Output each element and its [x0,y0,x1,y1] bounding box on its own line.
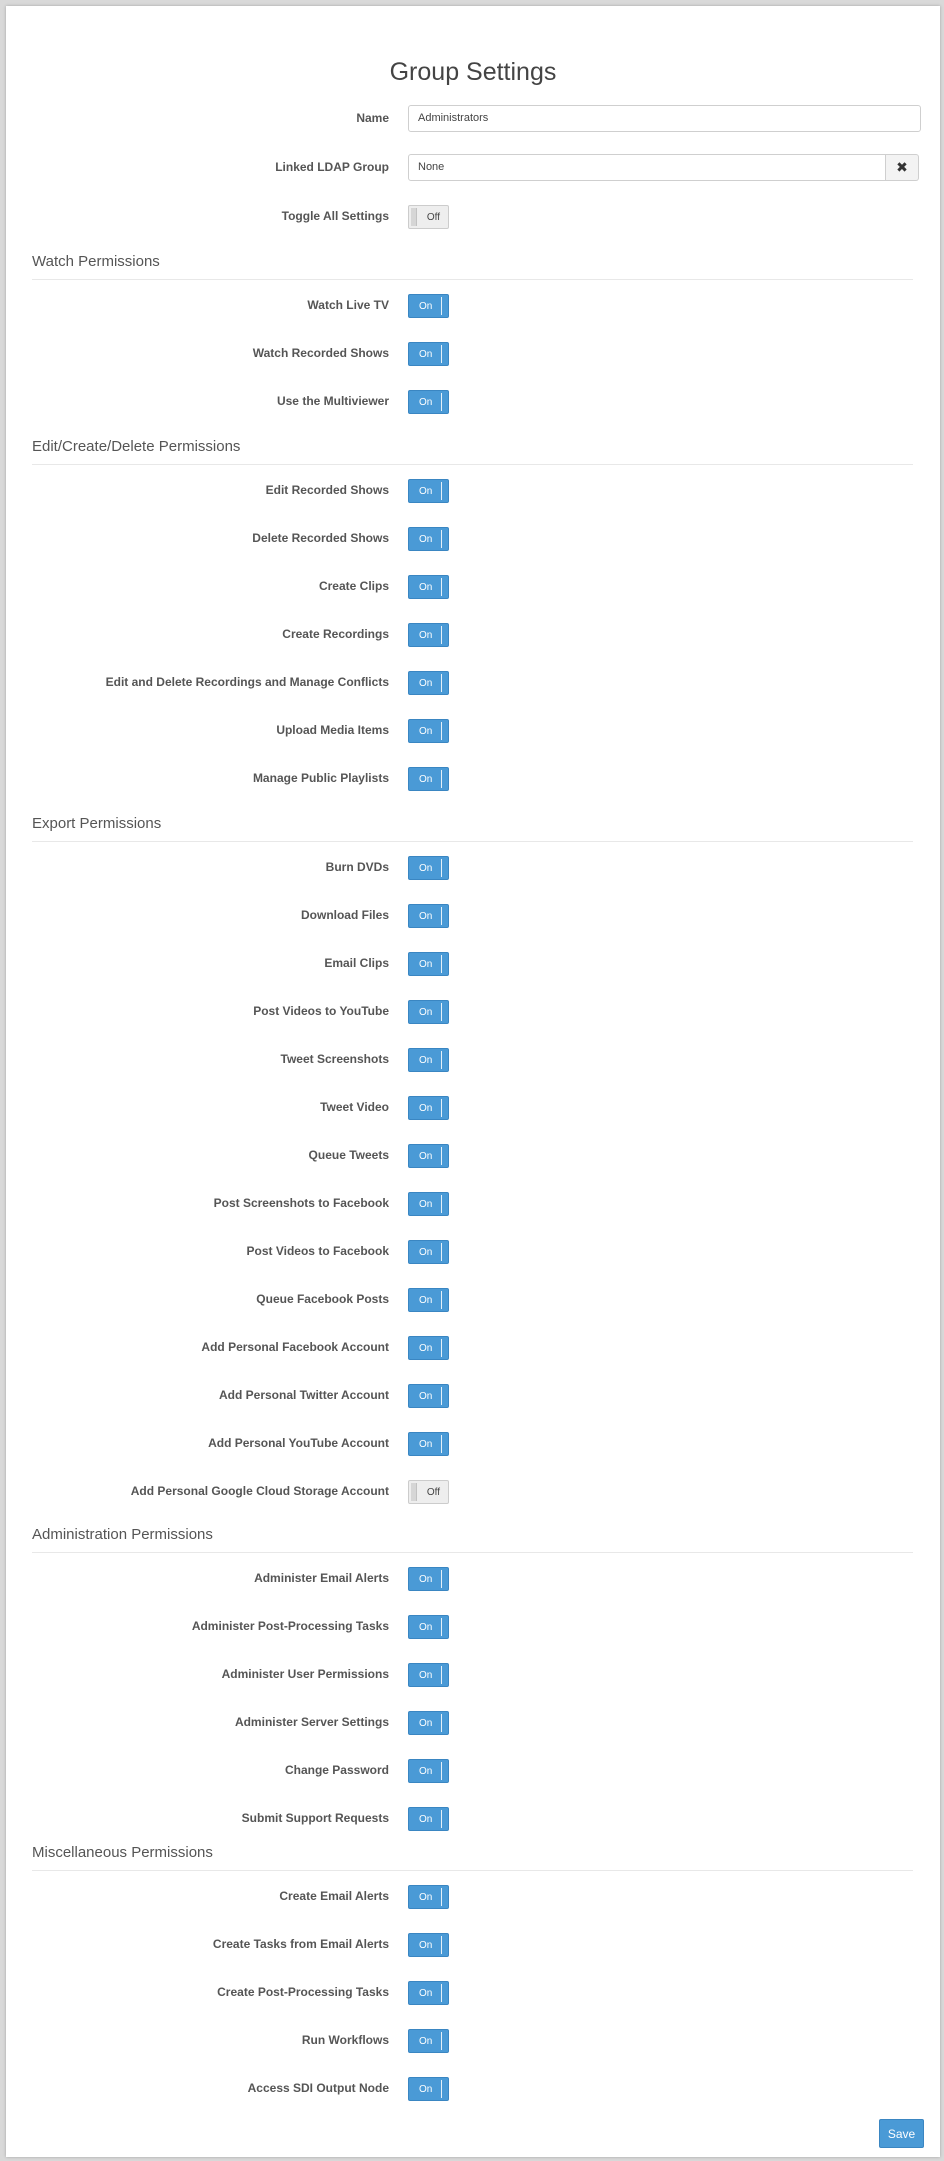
permission-label: Submit Support Requests [241,1811,389,1825]
switch-state: On [419,1295,433,1306]
permission-toggle[interactable] [408,952,449,976]
switch-knob [441,907,442,925]
permission-row [6,1235,940,1269]
save-button[interactable]: Save [879,2119,924,2148]
permission-toggle[interactable] [408,1807,449,1831]
permission-label: Use the Multiviewer [276,394,389,408]
switch-knob [441,2032,442,2050]
switch-state: On [419,301,433,312]
permission-label: Queue Tweets [308,1148,389,1162]
permission-label: Create Recordings [282,627,389,641]
permission-row [6,522,940,556]
switch-state: On [419,1247,433,1258]
permission-label: Email Clips [324,956,389,970]
permission-toggle[interactable] [408,904,449,928]
section-header [32,245,913,280]
switch-knob [441,1936,442,1954]
switch-state: On [419,726,433,737]
section-title: Administration Permissions [32,1526,213,1543]
switch-knob [441,482,442,500]
switch-state: On [419,1574,433,1585]
permission-toggle[interactable] [408,479,449,503]
permission-row [6,1427,940,1461]
switch-state: On [419,582,433,593]
permission-toggle[interactable] [408,1240,449,1264]
permission-toggle[interactable] [408,1615,449,1639]
permission-row [6,1283,940,1317]
switch-state: On [419,2036,433,2047]
permission-label: Add Personal Google Cloud Storage Account [130,1484,389,1498]
permission-toggle[interactable] [408,1144,449,1168]
permission-toggle[interactable] [408,1192,449,1216]
switch-state: On [419,1391,433,1402]
permission-row [6,289,940,323]
switch-knob [441,1387,442,1405]
switch-knob [411,1483,417,1501]
permission-row [6,474,940,508]
switch-knob [441,1888,442,1906]
switch-knob [441,1810,442,1828]
permission-label: Upload Media Items [276,723,389,737]
permission-label: Post Videos to YouTube [253,1004,389,1018]
permission-label: Run Workflows [301,2033,389,2047]
permission-row [6,1658,940,1692]
permission-toggle[interactable] [408,1288,449,1312]
switch-state: On [419,1940,433,1951]
permission-row [6,899,940,933]
permission-row [6,1610,940,1644]
permission-toggle[interactable] [408,623,449,647]
permission-toggle[interactable] [408,1885,449,1909]
switch-knob [441,345,442,363]
permission-row [6,1475,940,1509]
section-header [32,430,913,465]
name-row [6,102,940,136]
permission-toggle[interactable] [408,575,449,599]
switch-knob [441,674,442,692]
switch-knob [441,1243,442,1261]
switch-state: On [419,774,433,785]
ldap-label: Linked LDAP Group [275,160,389,174]
switch-knob [441,1003,442,1021]
clear-ldap-button[interactable] [886,154,919,181]
permission-label: Administer User Permissions [221,1667,389,1681]
switch-knob [441,1666,442,1684]
switch-state: On [419,2084,433,2095]
permission-label: Burn DVDs [325,860,389,874]
permission-label: Add Personal YouTube Account [208,1436,389,1450]
permission-label: Post Screenshots to Facebook [213,1196,389,1210]
toggle-all-switch[interactable] [408,205,449,229]
permission-row [6,1562,940,1596]
permission-row [6,714,940,748]
permission-toggle[interactable] [408,1480,449,1504]
permission-label: Tweet Video [320,1100,389,1114]
switch-state: On [419,1670,433,1681]
group-settings-panel [6,6,940,2157]
switch-state: On [419,911,433,922]
switch-state: On [419,397,433,408]
name-input[interactable]: Administrators [408,105,921,132]
ldap-select[interactable]: None [408,154,886,181]
switch-state: On [419,1199,433,1210]
permission-label: Add Personal Twitter Account [218,1388,389,1402]
permission-toggle[interactable] [408,1711,449,1735]
permission-row [6,1880,940,1914]
switch-knob [441,770,442,788]
permission-row [6,1928,940,1962]
permission-label: Change Password [284,1763,389,1777]
permission-row [6,1706,940,1740]
switch-knob [441,1195,442,1213]
permission-row [6,1331,940,1365]
permission-row [6,851,940,885]
page-title: Group Settings [389,58,557,86]
permission-row [6,2024,940,2058]
switch-knob [441,393,442,411]
switch-state: On [419,486,433,497]
permission-label: Watch Live TV [307,298,389,312]
permission-toggle[interactable] [408,671,449,695]
switch-knob [441,1099,442,1117]
toggle-all-row [6,200,940,234]
permission-toggle[interactable] [408,1432,449,1456]
section-header [32,1836,913,1871]
switch-state: On [419,1007,433,1018]
switch-knob [441,2080,442,2098]
permission-row [6,995,940,1029]
toggle-all-label: Toggle All Settings [281,209,389,223]
switch-knob [441,1291,442,1309]
switch-state: On [419,1439,433,1450]
switch-knob [441,1618,442,1636]
switch-state: Off [426,212,440,223]
permission-row [6,947,940,981]
permission-toggle[interactable] [408,1663,449,1687]
switch-state: On [419,959,433,970]
section-title: Watch Permissions [32,253,160,270]
permission-toggle[interactable] [408,390,449,414]
switch-state: On [419,1892,433,1903]
permission-row [6,666,940,700]
switch-state: On [419,863,433,874]
permission-row [6,1802,940,1836]
permission-label: Create Tasks from Email Alerts [212,1937,389,1951]
switch-state: On [419,630,433,641]
permission-toggle[interactable] [408,1981,449,2005]
permission-toggle[interactable] [408,767,449,791]
permission-row [6,1091,940,1125]
permission-label: Administer Server Settings [234,1715,389,1729]
switch-state: On [419,678,433,689]
permission-label: Tweet Screenshots [280,1052,389,1066]
permission-label: Watch Recorded Shows [252,346,389,360]
permission-row [6,337,940,371]
permission-label: Create Post-Processing Tasks [217,1985,389,1999]
permission-toggle[interactable] [408,1933,449,1957]
permission-toggle[interactable] [408,1048,449,1072]
permission-toggle[interactable] [408,342,449,366]
switch-knob [441,1051,442,1069]
permission-label: Edit and Delete Recordings and Manage Conflicts [105,675,389,689]
switch-state: On [419,1103,433,1114]
switch-knob [441,297,442,315]
section-title: Export Permissions [32,815,162,832]
switch-state: On [419,1718,433,1729]
permission-label: Post Videos to Facebook [246,1244,389,1258]
permission-label: Manage Public Playlists [252,771,389,785]
permission-toggle[interactable] [408,294,449,318]
permission-toggle[interactable] [408,719,449,743]
switch-knob [441,1762,442,1780]
permission-label: Create Email Alerts [279,1889,389,1903]
permission-label: Create Clips [318,579,389,593]
permission-row [6,385,940,419]
switch-knob [441,859,442,877]
switch-knob [441,1339,442,1357]
permission-toggle[interactable] [408,1384,449,1408]
permission-label: Administer Post-Processing Tasks [191,1619,389,1633]
permission-toggle[interactable] [408,1336,449,1360]
switch-state: On [419,1814,433,1825]
section-header [32,1518,913,1553]
permission-row [6,1139,940,1173]
section-header [32,807,913,842]
permission-toggle[interactable] [408,1759,449,1783]
permission-label: Delete Recorded Shows [252,531,389,545]
switch-state: On [419,534,433,545]
permission-toggle[interactable] [408,527,449,551]
switch-knob [411,208,417,226]
switch-state: On [419,1622,433,1633]
section-title: Miscellaneous Permissions [32,1844,213,1861]
switch-knob [441,1984,442,2002]
name-label: Name [356,111,389,125]
permission-row [6,1754,940,1788]
permission-row [6,570,940,604]
switch-state: On [419,1766,433,1777]
permission-toggle[interactable] [408,2077,449,2101]
permission-row [6,1187,940,1221]
switch-knob [441,530,442,548]
permission-label: Queue Facebook Posts [256,1292,389,1306]
switch-knob [441,1435,442,1453]
permission-toggle[interactable] [408,1000,449,1024]
switch-state: On [419,1055,433,1066]
permission-toggle[interactable] [408,856,449,880]
permission-toggle[interactable] [408,1096,449,1120]
permission-row [6,762,940,796]
permission-toggle[interactable] [408,1567,449,1591]
switch-state: On [419,1988,433,1999]
section-title: Edit/Create/Delete Permissions [32,438,241,455]
permission-row [6,2072,940,2106]
permission-row [6,618,940,652]
permission-toggle[interactable] [408,2029,449,2053]
switch-knob [441,578,442,596]
switch-knob [441,1714,442,1732]
permission-label: Access SDI Output Node [247,2081,389,2095]
permission-label: Administer Email Alerts [254,1571,389,1585]
close-icon: ✖ [896,159,908,175]
permission-label: Add Personal Facebook Account [201,1340,389,1354]
permission-label: Edit Recorded Shows [265,483,389,497]
permission-row [6,1976,940,2010]
switch-state: On [419,1151,433,1162]
permission-label: Download Files [300,908,389,922]
switch-state: Off [426,1487,440,1498]
switch-state: On [419,349,433,360]
switch-knob [441,626,442,644]
switch-knob [441,1570,442,1588]
permission-row [6,1043,940,1077]
switch-knob [441,955,442,973]
switch-state: On [419,1343,433,1354]
switch-knob [441,1147,442,1165]
ldap-row [6,151,940,185]
permission-row [6,1379,940,1413]
switch-knob [441,722,442,740]
